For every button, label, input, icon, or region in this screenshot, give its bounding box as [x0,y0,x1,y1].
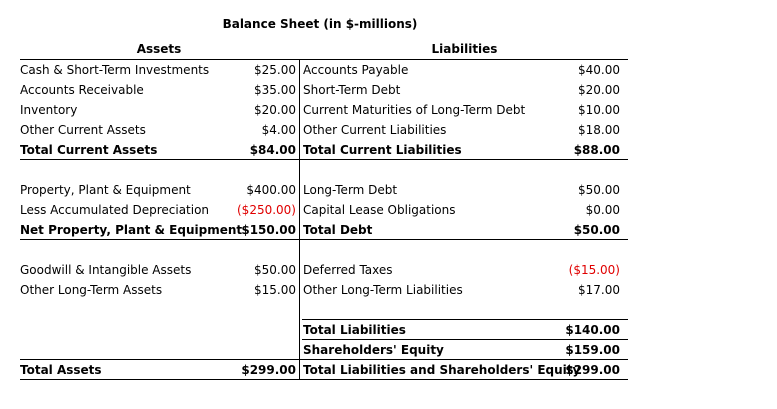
liability-value: $0.00 [585,203,620,217]
net-ppe-value: $150.00 [241,223,296,237]
total-current-assets-value: $84.00 [249,143,296,157]
total-liabilities-label: Total Liabilities [303,323,406,337]
asset-value: $15.00 [254,283,296,297]
total-debt-label: Total Debt [303,223,373,237]
liabilities-header: Liabilities [431,42,498,56]
total-liabilities-equity-value: $299.00 [565,363,620,377]
liability-label: Other Current Liabilities [303,123,447,137]
asset-label: Cash & Short-Term Investments [20,63,210,77]
liability-label: Capital Lease Obligations [303,203,456,217]
asset-label: Goodwill & Intangible Assets [20,263,192,277]
sheet-title: Balance Sheet (in $-millions) [222,17,418,31]
liability-value: $17.00 [578,283,620,297]
liability-label: Deferred Taxes [303,263,393,277]
total-debt-value: $50.00 [573,223,620,237]
asset-label: Property, Plant & Equipment [20,183,191,197]
depreciation-value: ($250.00) [237,203,296,217]
asset-value: $25.00 [254,63,296,77]
column-divider [299,60,300,380]
asset-label: Less Accumulated Depreciation [20,203,210,217]
liability-label: Other Long-Term Liabilities [303,283,463,297]
asset-label: Inventory [20,103,78,117]
net-ppe-label: Net Property, Plant & Equipment [20,223,243,237]
shareholders-equity-label: Shareholders' Equity [303,343,444,357]
liability-label: Short-Term Debt [303,83,401,97]
liability-label: Current Maturities of Long-Term Debt [303,103,526,117]
deferred-taxes-value: ($15.00) [568,263,620,277]
asset-value: $20.00 [254,103,296,117]
liability-value: $18.00 [578,123,620,137]
asset-value: $35.00 [254,83,296,97]
shareholders-equity-value: $159.00 [565,343,620,357]
total-current-liabilities-value: $88.00 [573,143,620,157]
liability-label: Long-Term Debt [303,183,398,197]
liability-label: Accounts Payable [303,63,409,77]
total-current-assets-label: Total Current Assets [20,143,158,157]
total-assets-value: $299.00 [241,363,296,377]
assets-header: Assets [136,42,182,56]
liability-value: $50.00 [578,183,620,197]
total-current-liabilities-label: Total Current Liabilities [303,143,462,157]
asset-label: Other Current Assets [20,123,146,137]
asset-value: $4.00 [261,123,296,137]
asset-label: Accounts Receivable [20,83,144,97]
liability-value: $40.00 [578,63,620,77]
total-assets-label: Total Assets [20,363,102,377]
total-liabilities-equity-label: Total Liabilities and Shareholders' Equity [303,363,581,377]
liability-value: $20.00 [578,83,620,97]
liability-value: $10.00 [578,103,620,117]
asset-label: Other Long-Term Assets [20,283,163,297]
total-liabilities-value: $140.00 [565,323,620,337]
asset-value: $400.00 [246,183,296,197]
asset-value: $50.00 [254,263,296,277]
